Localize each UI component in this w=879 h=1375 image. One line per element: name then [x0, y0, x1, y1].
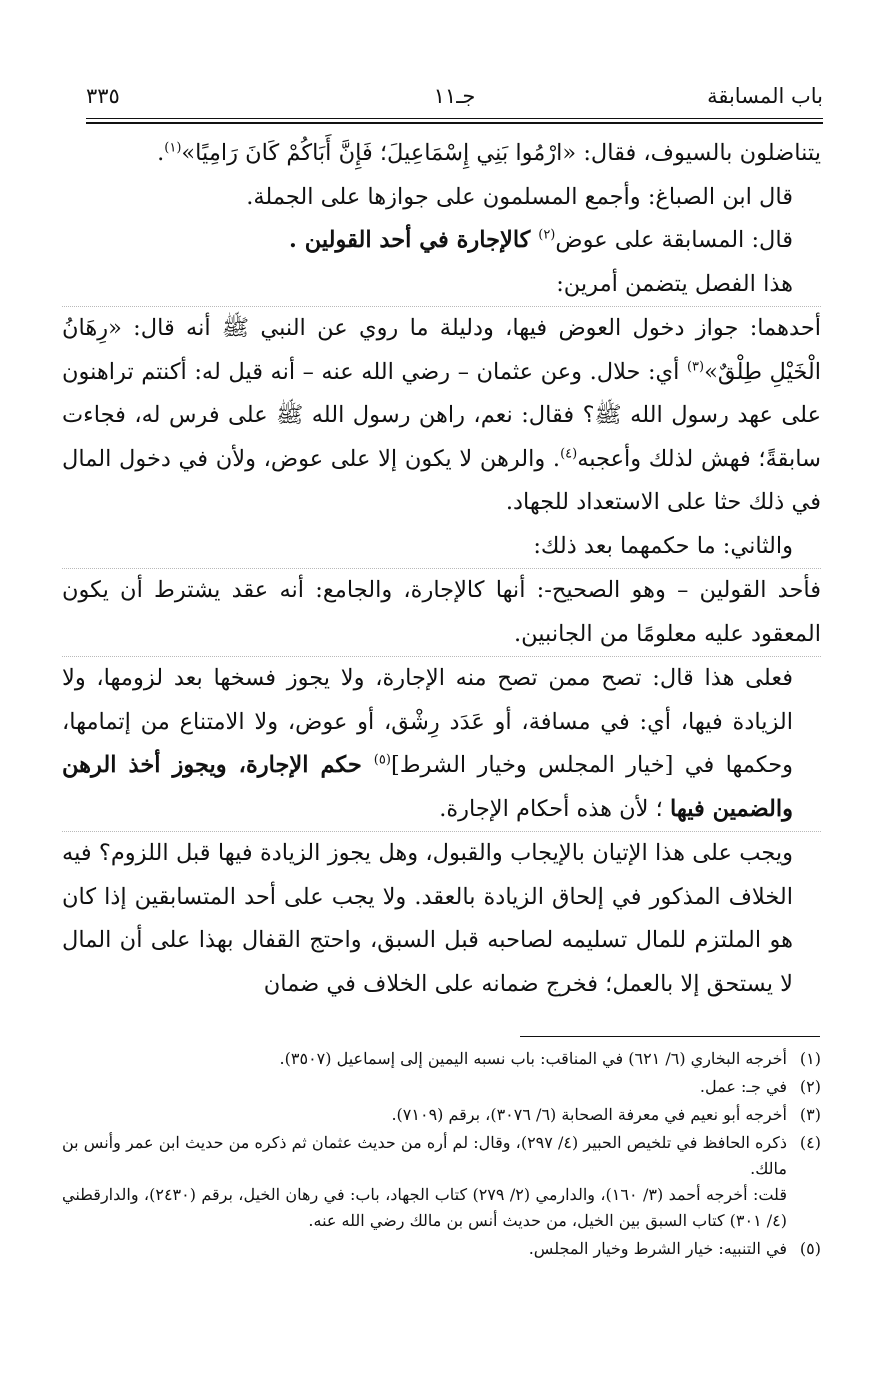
footnote-text: ذكره الحافظ في تلخيص الحبير (٤/ ٢٩٧)، وقال: لم أره من حديث عثمان ثم ذكره من حديث ابن عمر وأنس بن مالك. — [62, 1133, 787, 1178]
text: . — [157, 140, 165, 166]
text: ؛ لأن هذه أحكام الإجارة. — [439, 795, 670, 822]
paragraph-5 — [62, 306, 821, 525]
footnote-text: في جـ: عمل. — [699, 1077, 787, 1096]
hadith-text: يتناضلون بالسيوف، فقال: «ارْمُوا بَنِي إِسْمَاعِيلَ؛ فَإِنَّ أَبَاكُمْ كَانَ رَامِيًا» — [181, 140, 821, 166]
header-rule-thick — [86, 122, 823, 124]
text: ويجب على هذا الإتيان بالإيجاب والقبول، وهل يجوز الزيادة فيها قبل اللزوم؟ فيه الخلاف المذكور في إلحاق الزيادة بالعقد. ولا يجب على أحد المتسابقين إذا كان هو الملتزم للمال تسليمه لصاحبه قبل السبق، واحتج القفال بهذا على أن المال لا يستحق إلا بالعمل؛ فخرج ضمانه على الخلاف في ضمان — [62, 840, 793, 997]
footnote-separator — [520, 1036, 820, 1037]
footnote-number: (٥) — [799, 1239, 821, 1258]
footnotes — [62, 1046, 821, 1264]
header-rule-thin — [86, 118, 823, 119]
footnote-4 — [62, 1130, 821, 1234]
paragraph-7 — [62, 568, 821, 656]
footnote-5 — [62, 1236, 821, 1262]
paragraph-4 — [62, 263, 821, 307]
page-number: ٣٣٥ — [86, 84, 120, 108]
text: أحدهما: جواز دخول العوض فيها، ودليلة ما روي عن النبي ﷺ أنه قال: «رِهَانُ الْخَيْلِ طِلْقٌ» — [62, 315, 822, 385]
footnote-number: (١) — [799, 1049, 821, 1068]
paragraph-1 — [62, 132, 821, 176]
footnote-text: أخرجه أبو نعيم في معرفة الصحابة (٦/ ٣٠٧٦)، برقم (٧١٠٩). — [391, 1105, 787, 1124]
footnote-text: قلت: أخرجه أحمد (٣/ ١٦٠)، والدارمي (٢/ ٢٧٩) كتاب الجهاد، باب: في رهان الخيل، برقم (٢٤٣٠)، والدارقطني (٤/ ٣٠١) كتاب السبق بين الخيل، من حديث أنس بن مالك رضي الله عنه. — [62, 1185, 787, 1230]
footnote-ref: (٥) — [373, 752, 391, 768]
paragraph-2 — [62, 176, 821, 220]
text: والثاني: ما حكمهما بعد ذلك: — [533, 532, 793, 559]
text: فعلى هذا قال: تصح ممن تصح منه الإجارة، ولا يجوز فسخها بعد لزومها، ولا الزيادة فيها، أي: في مسافة، أو عَدَد رِشْق، أو عوض، ولا الامتناع من إتمامها، وحكمها في [خيار المجلس وخيار الشرط] — [62, 665, 793, 778]
footnote-1 — [62, 1046, 821, 1072]
footnote-ref: (٣) — [686, 359, 705, 374]
footnote-2 — [62, 1074, 821, 1100]
footnote-number: (٢) — [799, 1077, 821, 1096]
text: هذا الفصل يتضمن أمرين: — [556, 270, 793, 297]
text: أي: حلال. وعن عثمان – رضي الله عنه – أنه قيل له: أكنتم تراهنون على عهد رسول الله ﷺ؟ فقال: نعم، راهن رسول الله ﷺ على فرس له، فجاءت سابقةً؛ فهش لذلك وأعجبه — [62, 358, 821, 472]
text: قال: المسابقة على عوض — [555, 227, 793, 253]
text: قال ابن الصباغ: وأجمع المسلمون على جوازها على الجملة. — [246, 183, 793, 210]
matn-text: كالإجارة في أحد القولين . — [289, 227, 539, 253]
chapter-title: باب المسابقة — [707, 84, 823, 108]
footnote-ref: (٤) — [560, 446, 578, 461]
footnote-3 — [62, 1102, 821, 1128]
paragraph-3 — [62, 219, 821, 263]
paragraph-8 — [62, 656, 821, 831]
footnote-ref: (٢) — [538, 227, 556, 243]
paragraph-6 — [62, 525, 821, 569]
running-header — [86, 78, 823, 114]
footnote-number: (٣) — [799, 1105, 821, 1124]
footnote-text: أخرجه البخاري (٦/ ٦٢١) في المناقب: باب نسبه اليمين إلى إسماعيل (٣٥٠٧). — [279, 1049, 787, 1068]
footnote-text: في التنبيه: خيار الشرط وخيار المجلس. — [528, 1239, 787, 1258]
text: فأحد القولين – وهو الصحيح-: أنها كالإجارة، والجامع: أنه عقد يشترط أن يكون المعقود عليه معلومًا من الجانبين. — [62, 577, 821, 647]
volume-label: جـ١١ — [433, 84, 476, 108]
text: . والرهن لا يكون إلا على عوض، ولأن في دخول المال في ذلك حثا على الاستعداد للجهاد. — [62, 445, 821, 515]
paragraph-9 — [62, 831, 821, 1006]
footnote-number: (٤) — [799, 1133, 821, 1152]
matn-text: حكم الإجارة، ويجوز أخذ الرهن والضمين فيها — [62, 752, 793, 822]
footnote-ref: (١) — [164, 140, 182, 156]
main-text — [62, 132, 821, 1006]
